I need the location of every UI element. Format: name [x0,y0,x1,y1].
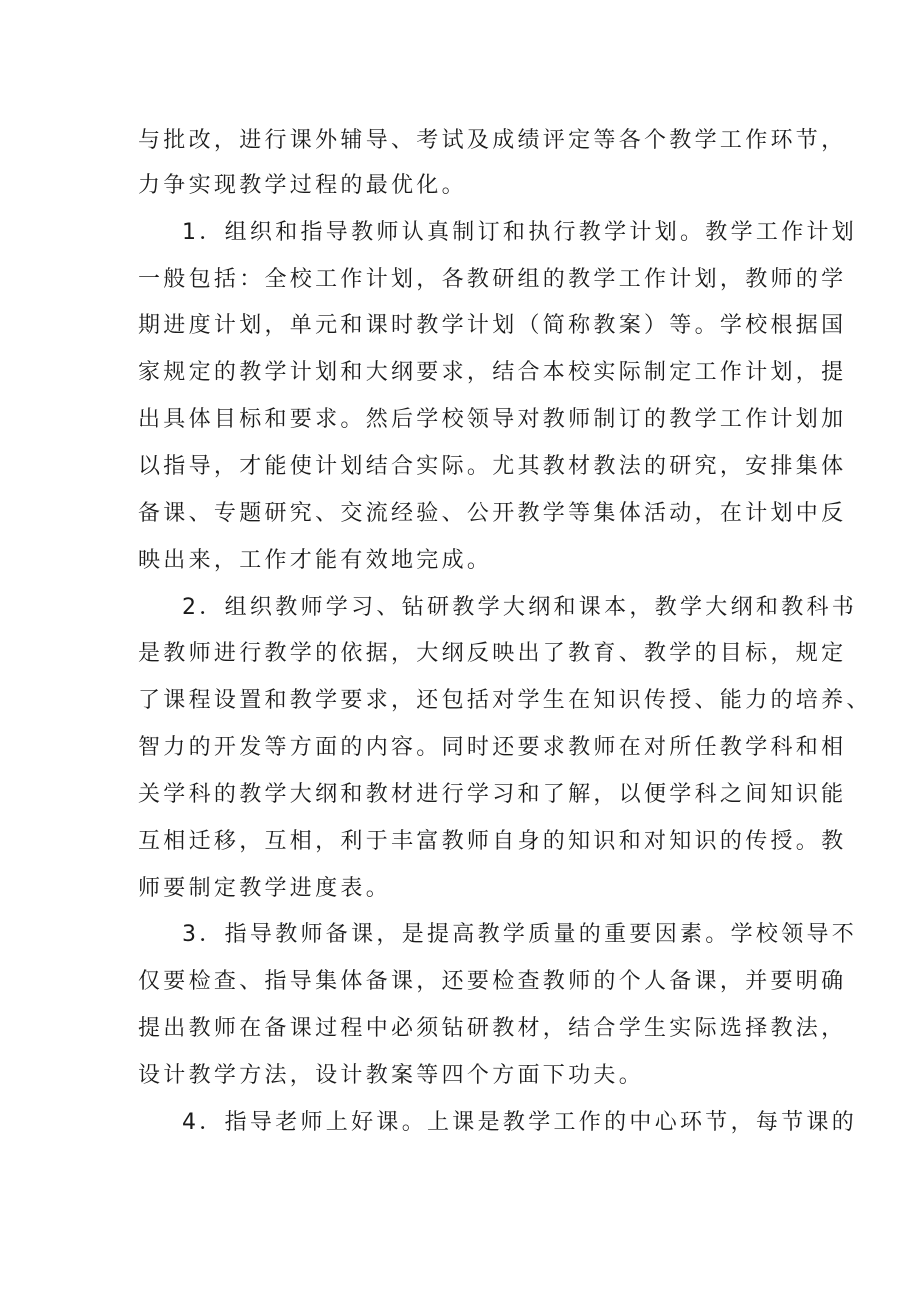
text-line: 与批改，进行课外辅导、考试及成绩评定等各个教学工作环节， [138,128,847,153]
text-line: 以指导，才能使计划结合实际。尤其教材教法的研究，安排集体 [138,454,847,479]
text-line: 期进度计划，单元和课时教学计划（简称教案）等。学校根据国 [138,313,847,338]
text-line: 提出教师在备课过程中必须钻研教材，结合学生实际选择教法， [138,1016,847,1041]
text-line: 一般包括：全校工作计划，各教研组的教学工作计划，教师的学 [138,267,847,292]
text-line: 智力的开发等方面的内容。同时还要求教师在对所任教学科和相 [138,735,847,760]
paragraph-2-start: 2．组织教师学习、钻研教学大纲和课本，教学大纲和教科书 [182,595,858,620]
paragraph-3-start: 3．指导教师备课，是提高教学质量的重要因素。学校领导不 [182,922,858,947]
text-line: 家规定的教学计划和大纲要求，结合本校实际制定工作计划，提 [138,360,847,385]
text-line: 设计教学方法，设计教案等四个方面下功夫。 [138,1063,645,1088]
text-line: 了课程设置和教学要求，还包括对学生在知识传授、能力的培养、 [138,688,872,713]
text-line: 关学科的教学大纲和教材进行学习和了解，以便学科之间知识能 [138,782,847,807]
text-line: 映出来，工作才能有效地完成。 [138,548,493,573]
text-line: 出具体目标和要求。然后学校领导对教师制订的教学工作计划加 [138,407,847,432]
text-line: 是教师进行教学的依据，大纲反映出了教育、教学的目标，规定 [138,641,847,666]
text-line: 仅要检查、指导集体备课，还要检查教师的个人备课，并要明确 [138,969,847,994]
text-line: 力争实现教学过程的最优化。 [138,173,467,198]
text-line: 师要制定教学进度表。 [138,876,392,901]
paragraph-4-start: 4．指导老师上好课。上课是教学工作的中心环节，每节课的 [182,1110,858,1135]
text-line: 互相迁移，互相，利于丰富教师自身的知识和对知识的传授。教 [138,829,847,854]
paragraph-1-start: 1．组织和指导教师认真制订和执行教学计划。教学工作计划 [182,220,858,245]
text-line: 备课、专题研究、交流经验、公开教学等集体活动，在计划中反 [138,501,847,526]
